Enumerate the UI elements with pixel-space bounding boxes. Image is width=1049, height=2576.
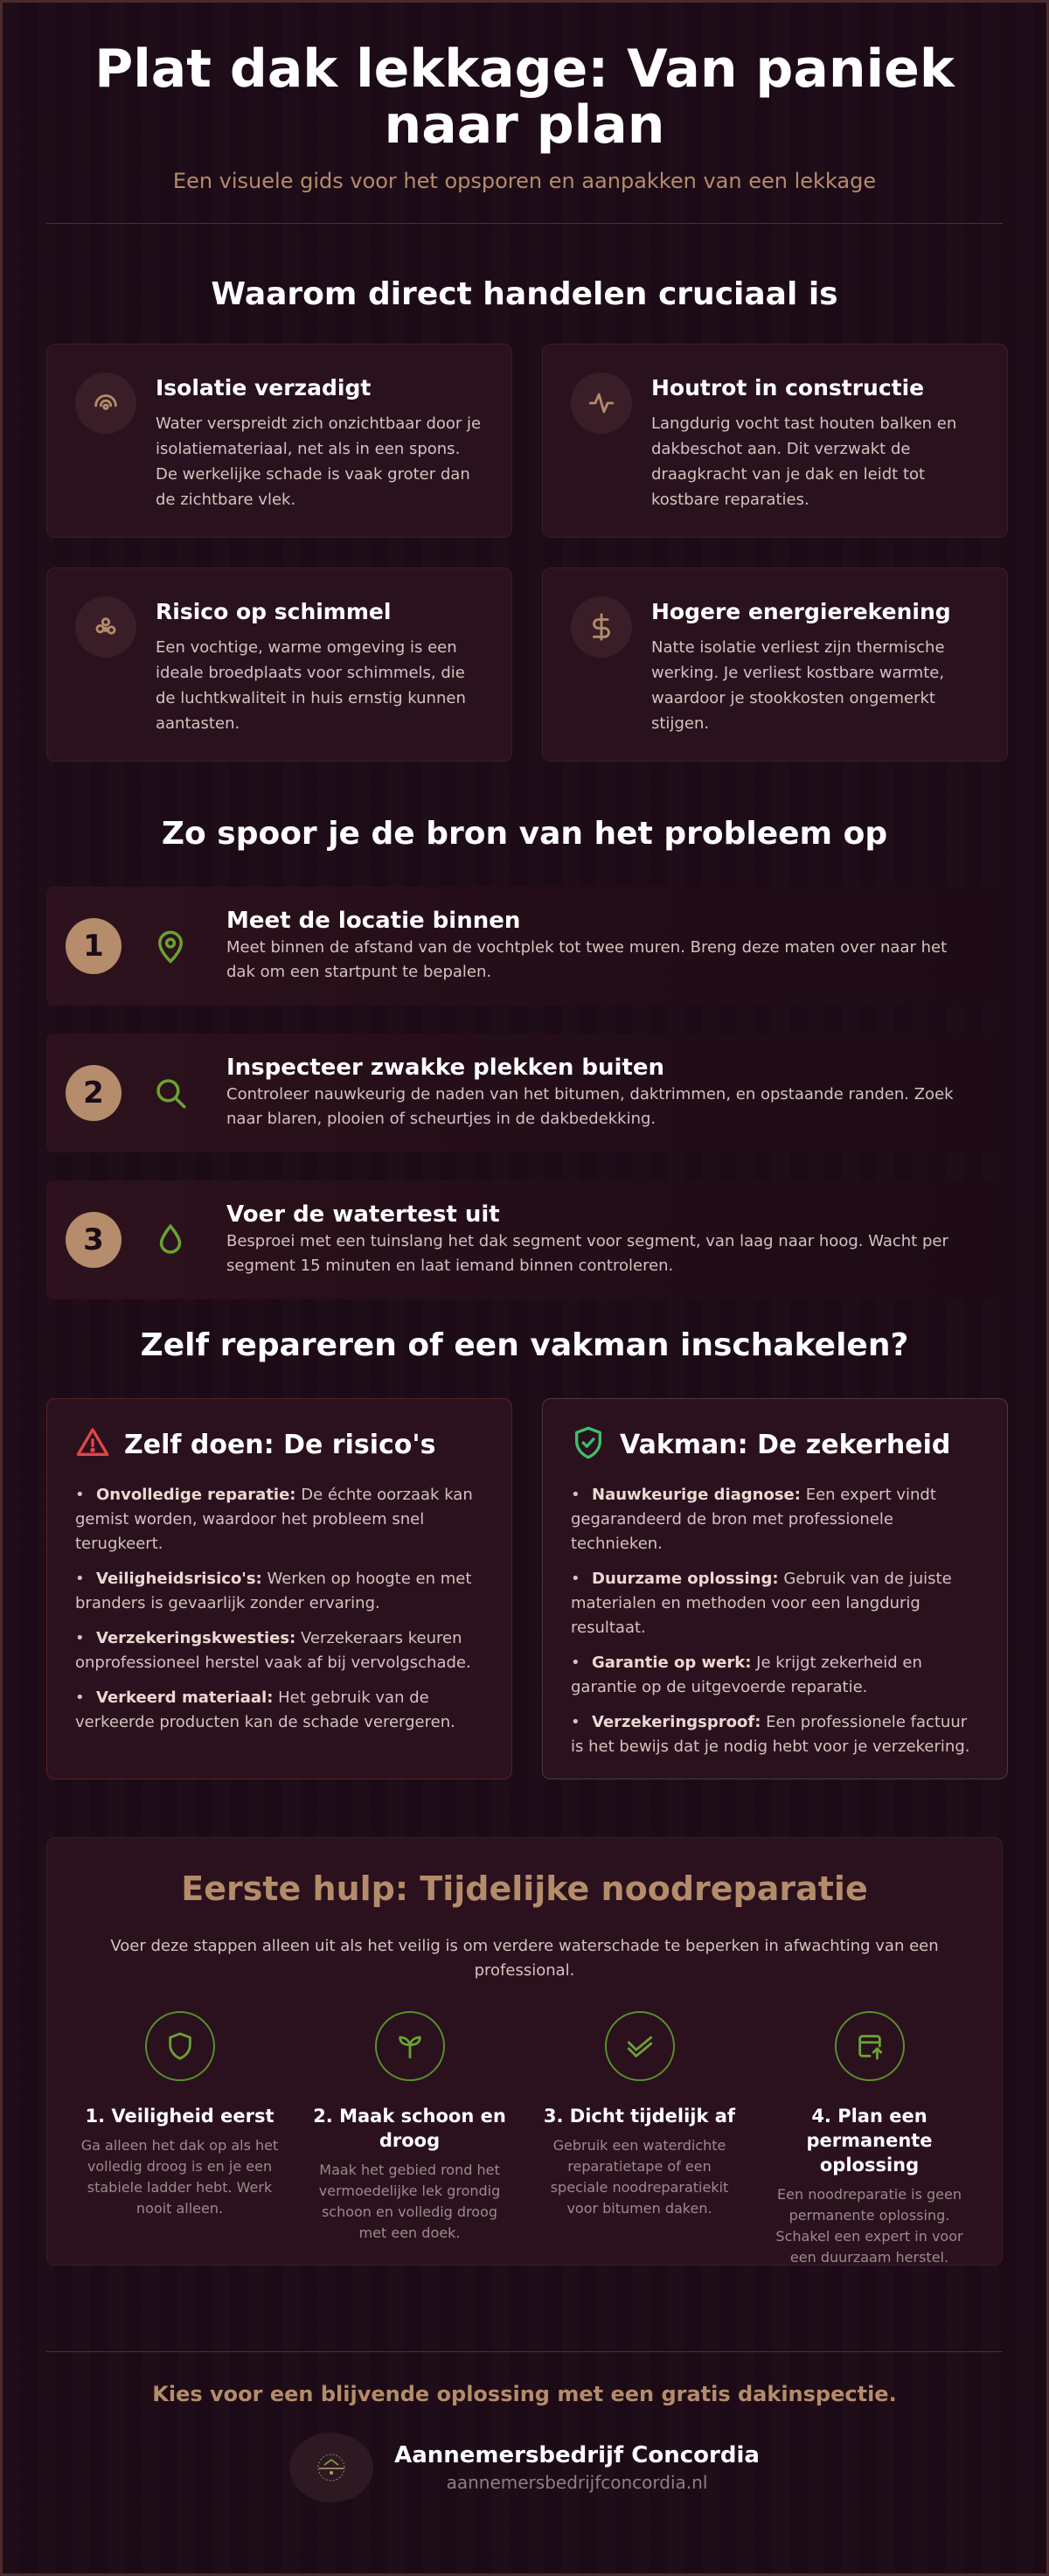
trace-step [46,1034,1003,1152]
checkmarks-icon [605,2011,675,2081]
first-aid-intro: Voer deze stappen alleen uit als het veilig is om verdere waterschade te beperken in afwachting van een professional. [110,1937,939,1980]
aid-step-text: Maak het gebied rond het vermoedelijke lek grondig schoon en volledig droog met een doek. [318,2162,501,2241]
card-title: Isolatie verzadigt [156,375,372,400]
first-aid-step [65,2011,295,2268]
step-text: Controleer nauwkeurig de naden van het bitumen, daktrimmen, en opstaande randen. Zoek naar blaren, plooien of scheurtjes in de dakbedekking. [226,1085,954,1128]
first-aid-step [754,2011,984,2268]
page-subtitle: Een visuele gids voor het opsporen en aanpakken van een lekkage [172,169,877,193]
why-card-energy [542,567,1008,762]
company-logo [289,2433,373,2503]
trace-steps [46,887,1003,1299]
aid-step-title: 1. Veiligheid eerst [85,2106,274,2127]
list-item: • Onvolledige reparatie: De échte oorzaak kan gemist worden, waardoor het probleem snel terugkeert. [75,1486,473,1553]
card-title: Hogere energierekening [651,599,951,624]
mold-icon [75,596,136,658]
list-item: • Garantie op werk: Je krijgt zekerheid en garantie op de uitgevoerde reparatie. [571,1654,922,1696]
step-number: 1 [66,918,122,974]
insulation-icon [75,372,136,434]
panel-title: Vakman: De zekerheid [620,1429,951,1460]
step-text: Meet binnen de afstand van de vochtplek tot twee muren. Breng deze maten over naar het dak om een startpunt te bepalen. [226,938,948,981]
aid-step-title: 2. Maak schoon en droog [313,2106,506,2151]
list-item: • Duurzame oplossing: Gebruik van de juiste materialen en methoden voor een langdurig resultaat. [571,1570,952,1637]
search-icon [149,1072,191,1114]
why-card-insulation [46,344,512,538]
aid-step-text: Ga alleen het dak op als het volledig droog is en je een stabiele ladder hebt. Werk nooit alleen. [80,2137,279,2217]
header-divider [46,223,1003,224]
why-card-mold [46,567,512,762]
page-title: Plat dak lekkage: Van paniek naar plan [94,38,955,156]
step-text: Besproei met een tuinslang het dak segment voor segment, van laag naar hoog. Wacht per segment 15 minuten en laat iemand binnen controleren. [226,1232,948,1275]
card-text: Een vochtige, warme omgeving is een ideale broedplaats voor schimmels, die de luchtkwaliteit in huis ernstig kunnen aantasten. [156,638,466,733]
shield-icon [145,2011,215,2081]
pro-list [571,1483,979,1759]
step-title: Meet de locatie binnen [226,908,521,934]
first-aid-step [524,2011,754,2268]
water-drop-icon [149,1219,191,1261]
risk-list [75,1483,483,1735]
step-number: 2 [66,1065,122,1121]
footer-divider [46,2351,1003,2352]
activity-icon [571,372,632,434]
card-text: Water verspreidt zich onzichtbaar door je isolatiemateriaal, net als in een spons. De werkelijke schade is vaak groter dan de zichtbare vlek. [156,414,482,509]
aid-step-title: 3. Dicht tijdelijk af [543,2106,736,2127]
list-item: • Verzekeringsproof: Een professionele factuur is het bewijs dat je nodig hebt voor je verzekering. [571,1713,970,1756]
compare-panels [46,1398,1003,1779]
brand [46,2433,1003,2503]
card-title: Houtrot in constructie [651,375,925,400]
brand-name: Aannemersbedrijf Concordia [394,2442,760,2468]
list-item: • Veiligheidsrisico's: Werken op hoogte en met branders is gevaarlijk zonder ervaring. [75,1570,472,1612]
step-title: Inspecteer zwakke plekken buiten [226,1055,664,1081]
list-item: • Nauwkeurige diagnose: Een expert vindt gegarandeerd de bron met professionele technieken. [571,1486,936,1553]
shield-check-icon [571,1425,606,1464]
why-section-title: Waarom direct handelen cruciaal is [211,276,838,312]
sprout-icon [375,2011,445,2081]
compare-section-title: Zelf repareren of een vakman inschakelen? [140,1327,909,1363]
step-title: Voer de watertest uit [226,1201,500,1228]
warning-icon [75,1425,110,1464]
professional-panel [542,1398,1008,1779]
trace-step [46,1180,1003,1299]
trace-step [46,887,1003,1006]
card-text: Natte isolatie verliest zijn thermische werking. Je verliest kostbare warmte, waardoor je stookkosten ongemerkt stijgen. [651,638,945,733]
aid-step-text: Een noodreparatie is geen permanente oplossing. Schakel een expert in voor een duurzaam herstel. [775,2186,963,2266]
card-title: Risico op schimmel [156,599,392,624]
step-number: 3 [66,1212,122,1268]
first-aid-step [295,2011,524,2268]
panel-title: Zelf doen: De risico's [124,1429,436,1460]
list-item: • Verkeerd materiaal: Het gebruik van de verkeerde producten kan de schade verergeren. [75,1688,455,1731]
first-aid-section [46,1837,1003,2266]
list-item: • Verzekeringskwesties: Verzekeraars keuren onprofessioneel herstel vaak af bij vervolgschade. [75,1629,471,1672]
trace-section-title: Zo spoor je de bron van het probleem op [161,816,888,852]
aid-step-text: Gebruik een waterdichte reparatietape of een speciale noodreparatiekit voor bitumen daken. [550,2137,729,2217]
why-card-woodrot [542,344,1008,538]
header [46,3,1003,193]
first-aid-steps [47,2011,1002,2268]
diy-risks-panel [46,1398,512,1779]
dollar-icon [571,596,632,658]
card-text: Langdurig vocht tast houten balken en dakbeschot aan. Dit verzwakt de draagkracht van je dak en leidt tot kostbare reparaties. [651,414,957,509]
brand-url[interactable]: aannemersbedrijfconcordia.nl [446,2472,708,2493]
aid-step-title: 4. Plan een permanente oplossing [806,2106,933,2176]
calendar-arrow-icon [835,2011,905,2081]
first-aid-title: Eerste hulp: Tijdelijke noodreparatie [181,1869,868,1908]
call-to-action[interactable]: Kies voor een blijvende oplossing met een gratis dakinspectie. [152,2382,897,2406]
location-pin-icon [149,925,191,967]
why-cards [46,344,1003,762]
